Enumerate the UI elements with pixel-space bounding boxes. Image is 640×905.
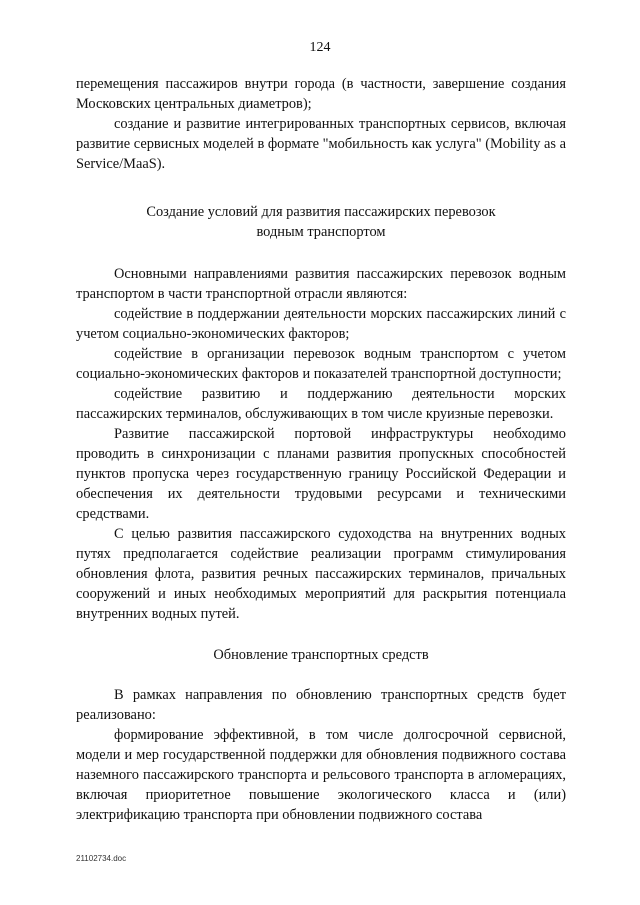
paragraph: создание и развитие интегрированных транспортных сервисов, включая развитие сервисных моделей в формате "мобильность как услуга" (Mobility as a Service/MaaS).: [76, 116, 566, 172]
spacer: [76, 242, 566, 264]
spacer: [76, 665, 566, 685]
paragraph: содействие развитию и поддержанию деятельности морских пассажирских терминалов, обслуживающих в том числе круизные перевозки.: [76, 386, 566, 422]
page-number: 124: [309, 40, 331, 55]
spacer: [76, 174, 566, 202]
footer-filename: 21102734.doc: [76, 854, 127, 863]
paragraph: Развитие пассажирской портовой инфраструктуры необходимо проводить в синхронизации с планами развития пропускных способностей пунктов пропуска через государственную границу Российской Федерации и обеспечения их деятельности трудовыми ресурсами и техническими средствами.: [76, 426, 566, 522]
section-heading-water-transport: Создание условий для развития пассажирских перевозок водным транспортом: [146, 204, 496, 240]
paragraph: В рамках направления по обновлению транспортных средств будет реализовано:: [76, 687, 566, 723]
section-heading-vehicle-renewal: Обновление транспортных средств: [213, 647, 429, 663]
paragraph: формирование эффективной, в том числе долгосрочной сервисной, модели и мер государственной поддержки для обновления подвижного состава наземного пассажирского транспорта и рельсового транспорта в агломерациях, включая приоритетное повышение экологического класса и (или) электрификацию транспорта при обновлении подвижного состава: [76, 727, 566, 823]
paragraph-continuation: перемещения пассажиров внутри города (в частности, завершение создания Московских центральных диаметров);: [76, 76, 566, 112]
document-body: [76, 74, 566, 825]
paragraph: Основными направлениями развития пассажирских перевозок водным транспортом в части транспортной отрасли являются:: [76, 266, 566, 302]
paragraph: С целью развития пассажирского судоходства на внутренних водных путях предполагается содействие реализации программ стимулирования обновления флота, развития речных пассажирских терминалов, причальных сооружений и иных необходимых мероприятий для раскрытия потенциала внутренних водных путей.: [76, 526, 566, 622]
spacer: [76, 624, 566, 645]
paragraph: содействие в поддержании деятельности морских пассажирских линий с учетом социально-экономических факторов;: [76, 306, 566, 342]
paragraph: содействие в организации перевозок водным транспортом с учетом социально-экономических факторов и показателей транспортной доступности;: [76, 346, 566, 382]
